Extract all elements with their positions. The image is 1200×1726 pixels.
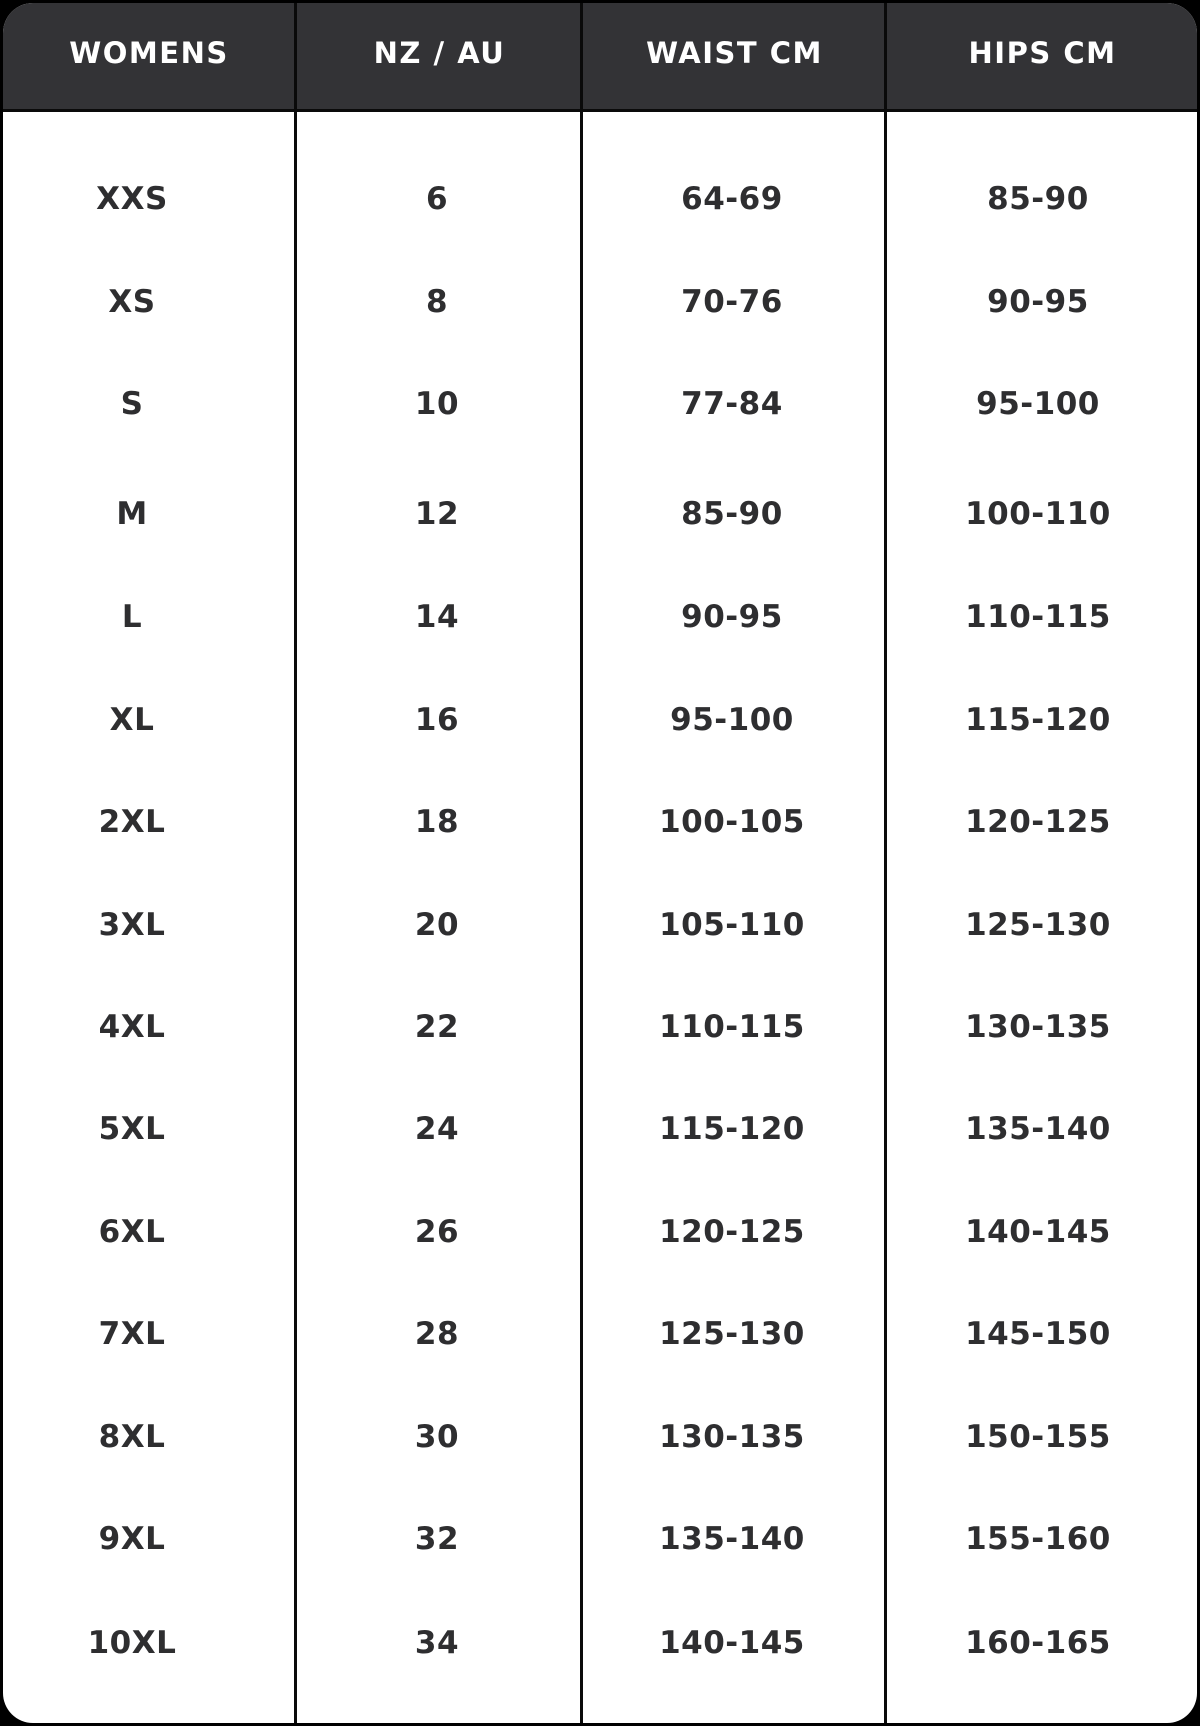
nz-au-size-cell: 30 [414,1419,460,1455]
size-label-cell: XL [109,702,155,738]
hips-cm-cell: 150-155 [965,1419,1111,1455]
waist-cm-cell: 135-140 [659,1521,805,1557]
waist-cm-cell: 120-125 [659,1214,805,1250]
header-hips-cm: HIPS CM [968,36,1117,70]
nz-au-size-cell: 26 [414,1214,460,1250]
size-label-cell: 10XL [87,1625,177,1661]
size-label-cell: 4XL [98,1009,166,1045]
nz-au-size-cell: 12 [414,496,460,532]
hips-cm-cell: 110-115 [965,599,1111,635]
size-label-cell: 2XL [98,804,166,840]
size-label-cell: S [120,386,144,422]
table-header [3,3,1197,109]
waist-cm-cell: 100-105 [659,804,805,840]
nz-au-size-cell: 34 [414,1625,460,1661]
waist-cm-cell: 90-95 [681,599,783,635]
header-womens: WOMENS [69,36,229,70]
hips-cm-cell: 85-90 [987,181,1089,217]
hips-cm-cell: 90-95 [987,284,1089,320]
waist-cm-cell: 115-120 [659,1111,805,1147]
nz-au-size-cell: 32 [414,1521,460,1557]
nz-au-size-cell: 8 [425,284,449,320]
header-nz-au: NZ / AU [373,36,506,70]
waist-cm-cell: 125-130 [659,1316,805,1352]
hips-cm-cell: 120-125 [965,804,1111,840]
size-label-cell: 6XL [98,1214,166,1250]
size-label-cell: L [121,599,143,635]
size-label-cell: XS [108,284,156,320]
waist-cm-cell: 85-90 [681,496,783,532]
nz-au-size-cell: 24 [414,1111,460,1147]
header-divider [3,109,1197,112]
hips-cm-cell: 125-130 [965,907,1111,943]
waist-cm-cell: 95-100 [670,702,794,738]
nz-au-size-cell: 6 [425,181,449,217]
hips-cm-cell: 130-135 [965,1009,1111,1045]
waist-cm-cell: 64-69 [681,181,783,217]
nz-au-size-cell: 28 [414,1316,460,1352]
nz-au-size-cell: 20 [414,907,460,943]
size-label-cell: 8XL [98,1419,166,1455]
waist-cm-cell: 130-135 [659,1419,805,1455]
hips-cm-cell: 95-100 [976,386,1100,422]
waist-cm-cell: 110-115 [659,1009,805,1045]
size-label-cell: XXS [96,181,168,217]
size-label-cell: 3XL [98,907,166,943]
hips-cm-cell: 160-165 [965,1625,1111,1661]
header-waist-cm: WAIST CM [646,36,823,70]
hips-cm-cell: 145-150 [965,1316,1111,1352]
size-label-cell: 9XL [98,1521,166,1557]
size-label-cell: M [116,496,148,532]
waist-cm-cell: 70-76 [681,284,783,320]
hips-cm-cell: 100-110 [965,496,1111,532]
hips-cm-cell: 115-120 [965,702,1111,738]
waist-cm-cell: 140-145 [659,1625,805,1661]
hips-cm-cell: 140-145 [965,1214,1111,1250]
waist-cm-cell: 105-110 [659,907,805,943]
size-label-cell: 7XL [98,1316,166,1352]
hips-cm-cell: 155-160 [965,1521,1111,1557]
nz-au-size-cell: 22 [414,1009,460,1045]
waist-cm-cell: 77-84 [681,386,783,422]
nz-au-size-cell: 14 [414,599,460,635]
size-chart-table [3,3,1197,1723]
hips-cm-cell: 135-140 [965,1111,1111,1147]
nz-au-size-cell: 10 [414,386,460,422]
size-label-cell: 5XL [98,1111,166,1147]
nz-au-size-cell: 16 [414,702,460,738]
nz-au-size-cell: 18 [414,804,460,840]
